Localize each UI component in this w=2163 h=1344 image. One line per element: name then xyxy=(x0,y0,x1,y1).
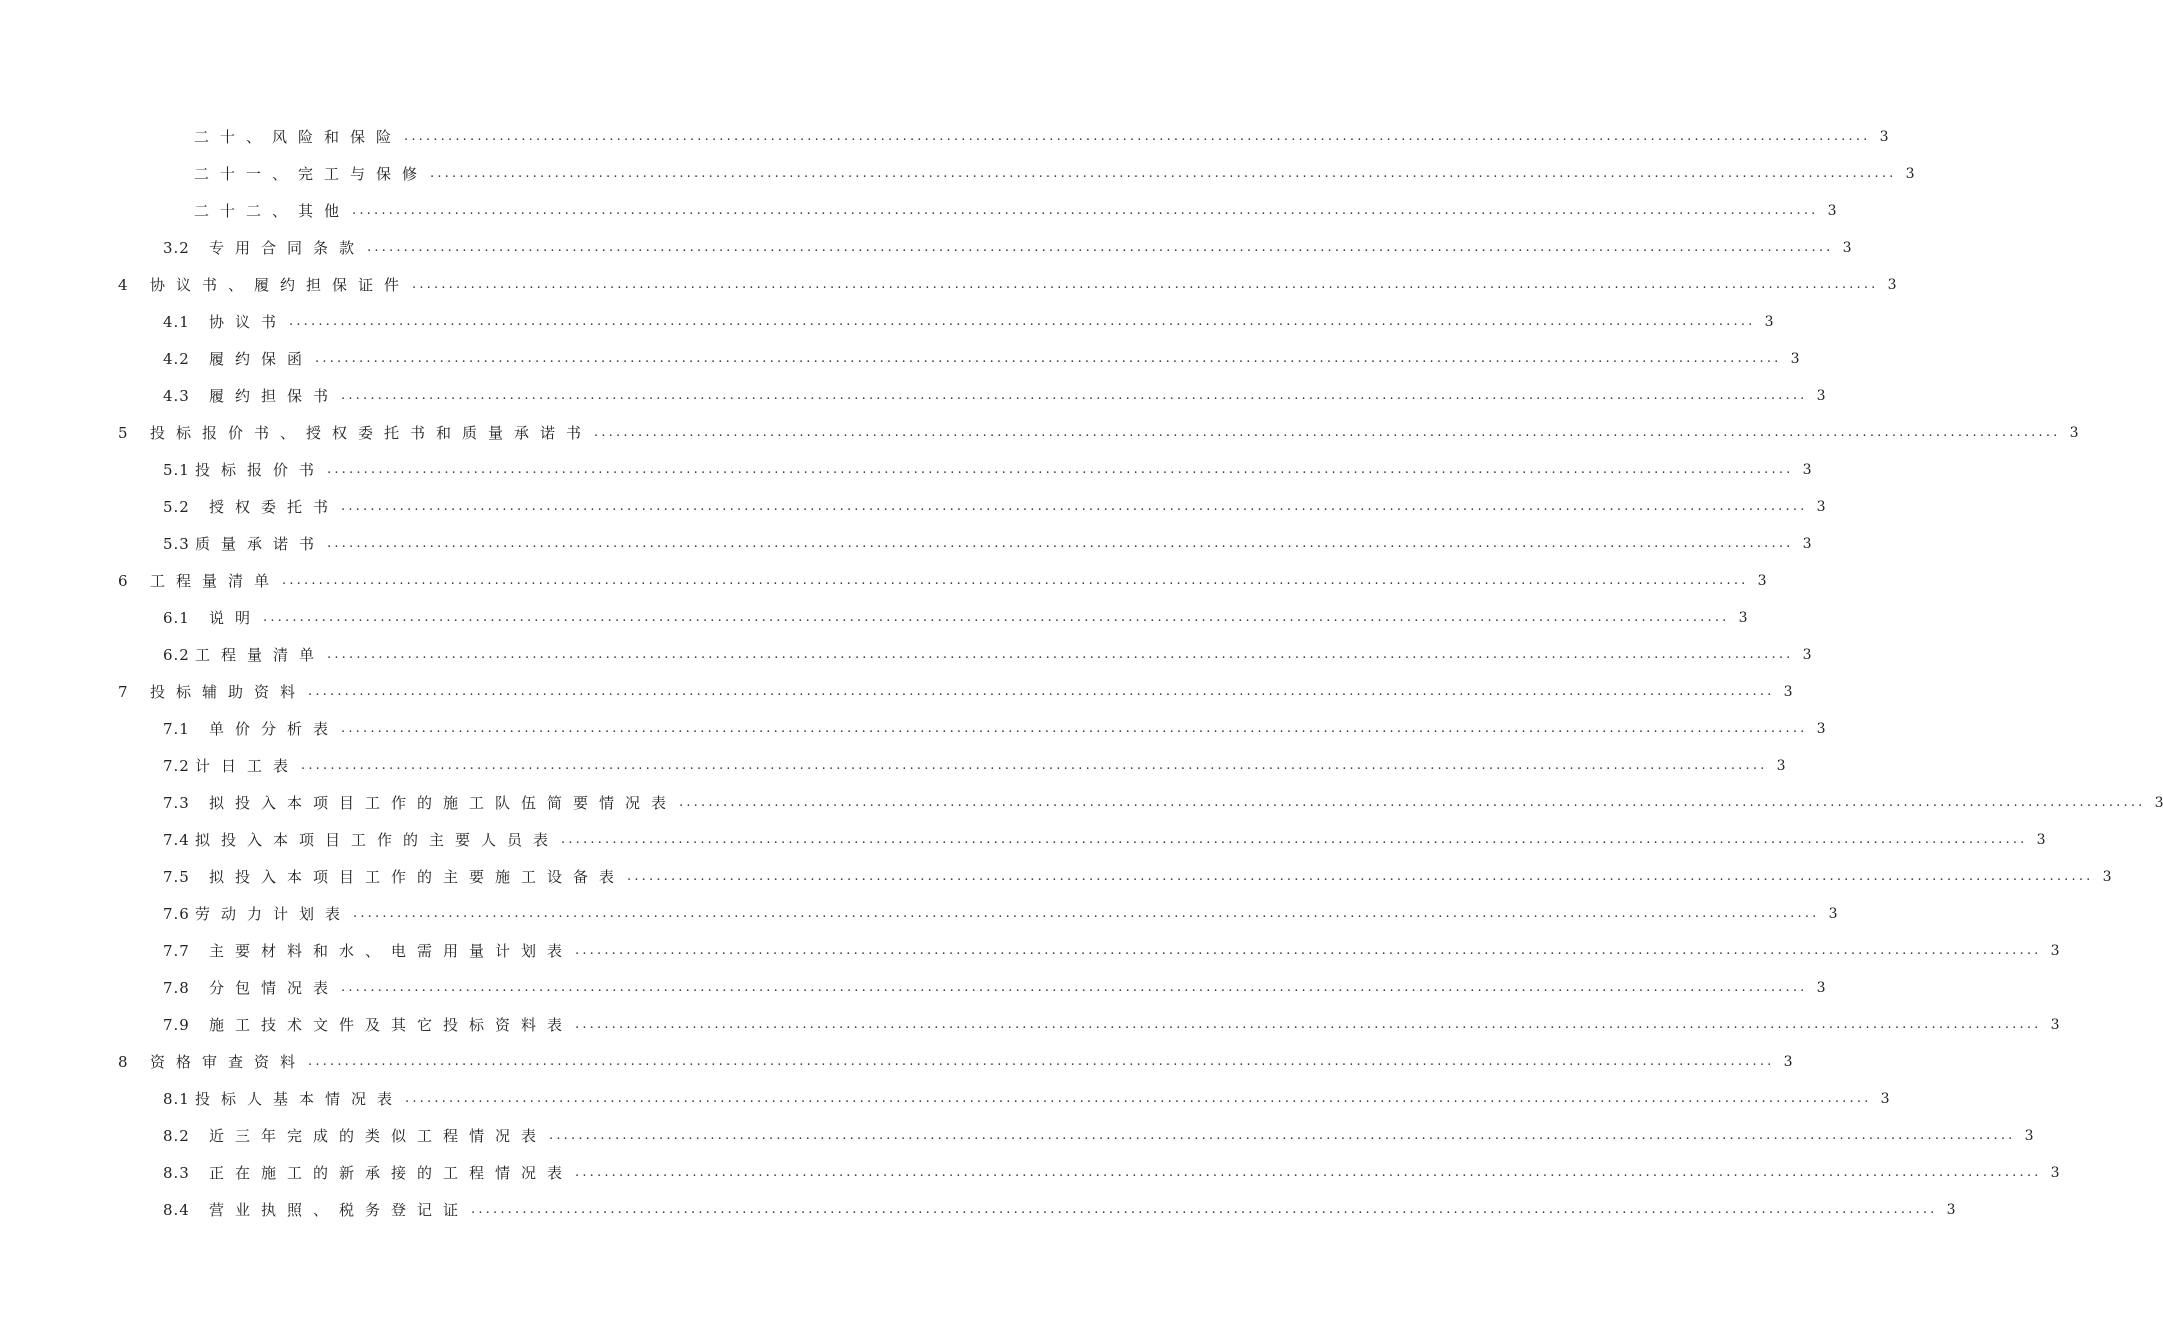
toc-entry-number: 7.7 xyxy=(163,942,190,960)
toc-page-number: 3 xyxy=(1828,905,1838,922)
toc-leader-dots: ........................................................................................................................................................................................................ xyxy=(308,684,1775,699)
toc-entry-number: 7.8 xyxy=(163,979,190,997)
toc-leader-dots: ........................................................................................................................................................................................................ xyxy=(404,129,1871,144)
toc-entry[interactable] xyxy=(0,673,1793,710)
toc-entry-title: 近三年完成的类似工程情况表 xyxy=(209,1127,548,1145)
toc-leader-dots: ........................................................................................................................................................................................................ xyxy=(594,425,2061,440)
toc-entry[interactable] xyxy=(0,562,1767,599)
toc-entry-number: 8.2 xyxy=(163,1127,190,1145)
toc-entry-number: 7.3 xyxy=(163,794,190,812)
toc-entry-label xyxy=(163,792,677,813)
toc-entry-label xyxy=(118,422,592,443)
toc-entry-title: 授权委托书 xyxy=(209,498,340,516)
toc-leader-dots: ........................................................................................................................................................................................................ xyxy=(282,573,1749,588)
toc-entry-title: 履约担保书 xyxy=(209,387,340,405)
toc-leader-dots: ........................................................................................................................................................................................................ xyxy=(353,906,1820,921)
toc-entry[interactable] xyxy=(0,1191,1956,1228)
toc-page-number: 3 xyxy=(1802,461,1812,478)
toc-leader-dots: ........................................................................................................................................................................................................ xyxy=(405,1091,1872,1106)
toc-entry-label xyxy=(163,496,339,517)
toc-leader-dots: ........................................................................................................................................................................................................ xyxy=(341,499,1808,514)
toc-page-number: 3 xyxy=(2069,424,2079,441)
toc-leader-dots: ........................................................................................................................................................................................................ xyxy=(575,1017,2042,1032)
toc-entry-label xyxy=(163,459,325,480)
toc-entry-title: 正在施工的新承接的工程情况表 xyxy=(209,1164,574,1182)
toc-entry-title: 主要材料和水、电需用量计划表 xyxy=(209,942,574,960)
toc-entry-number: 6.2 xyxy=(163,646,190,664)
toc-entry-number: 4.3 xyxy=(163,387,190,405)
toc-entry-title: 单价分析表 xyxy=(209,720,340,738)
toc-page-number: 3 xyxy=(1905,165,1915,182)
toc-leader-dots: ........................................................................................................................................................................................................ xyxy=(315,351,1782,366)
toc-leader-dots: ........................................................................................................................................................................................................ xyxy=(263,610,1730,625)
toc-page-number: 3 xyxy=(1879,128,1889,145)
toc-leader-dots: ........................................................................................................................................................................................................ xyxy=(412,277,1879,292)
toc-entry[interactable] xyxy=(0,155,1915,192)
toc-leader-dots: ........................................................................................................................................................................................................ xyxy=(289,314,1756,329)
toc-entry-label xyxy=(163,385,339,406)
toc-entry-title: 质量承诺书 xyxy=(195,535,326,553)
toc-leader-dots: ........................................................................................................................................................................................................ xyxy=(679,795,2146,810)
toc-entry-label xyxy=(163,1125,547,1146)
toc-leader-dots: ........................................................................................................................................................................................................ xyxy=(301,758,1768,773)
toc-entry[interactable] xyxy=(0,858,2112,895)
toc-entry[interactable] xyxy=(0,932,2060,969)
toc-page-number: 3 xyxy=(1887,276,1897,293)
toc-entry-title: 资格审查资料 xyxy=(150,1053,307,1071)
toc-entry-label xyxy=(163,829,559,850)
toc-entry-title: 二十一、完工与保修 xyxy=(194,165,429,183)
toc-page-number: 3 xyxy=(1802,646,1812,663)
toc-leader-dots: ........................................................................................................................................................................................................ xyxy=(341,388,1808,403)
toc-entry[interactable] xyxy=(0,266,1897,303)
toc-entry-number: 6.1 xyxy=(163,609,190,627)
toc-page-number: 3 xyxy=(1816,498,1826,515)
toc-entry-title: 营业执照、税务登记证 xyxy=(209,1201,470,1219)
toc-entry[interactable] xyxy=(0,784,2163,821)
toc-entry[interactable] xyxy=(0,377,1826,414)
toc-entry[interactable] xyxy=(0,414,2079,451)
toc-leader-dots: ........................................................................................................................................................................................................ xyxy=(327,647,1794,662)
toc-entry-number: 4.1 xyxy=(163,313,190,331)
toc-entry-label xyxy=(163,237,365,258)
toc-entry[interactable] xyxy=(0,1006,2060,1043)
toc-entry-label xyxy=(118,274,410,295)
toc-page-number: 3 xyxy=(2024,1127,2034,1144)
toc-page-number: 3 xyxy=(1790,350,1800,367)
toc-entry-title: 二十、风险和保险 xyxy=(194,128,403,146)
toc-page-number: 3 xyxy=(2050,1164,2060,1181)
toc-entry[interactable] xyxy=(0,303,1774,340)
toc-leader-dots: ........................................................................................................................................................................................................ xyxy=(308,1054,1775,1069)
toc-page-number: 3 xyxy=(1842,239,1852,256)
toc-leader-dots: ........................................................................................................................................................................................................ xyxy=(549,1128,2016,1143)
toc-leader-dots: ........................................................................................................................................................................................................ xyxy=(575,943,2042,958)
toc-page-number: 3 xyxy=(1816,387,1826,404)
toc-entry-label xyxy=(163,718,339,739)
toc-entry[interactable] xyxy=(0,710,1826,747)
toc-entry-title: 投标报价书、授权委托书和质量承诺书 xyxy=(150,424,593,442)
toc-entry-title: 投标辅助资料 xyxy=(150,683,307,701)
toc-page-number: 3 xyxy=(2036,831,2046,848)
toc-entry[interactable] xyxy=(0,821,2046,858)
toc-leader-dots: ........................................................................................................................................................................................................ xyxy=(352,203,1819,218)
toc-entry[interactable] xyxy=(0,747,1786,784)
toc-entry-title: 说明 xyxy=(209,609,262,627)
toc-entry-title: 拟投入本项目工作的施工队伍简要情况表 xyxy=(209,794,678,812)
toc-leader-dots: ........................................................................................................................................................................................................ xyxy=(627,869,2094,884)
toc-page-number: 3 xyxy=(1738,609,1748,626)
toc-entry-label xyxy=(194,126,402,147)
toc-leader-dots: ........................................................................................................................................................................................................ xyxy=(561,832,2028,847)
toc-entry-title: 劳动力计划表 xyxy=(195,905,352,923)
toc-entry-title: 工程量清单 xyxy=(195,646,326,664)
toc-leader-dots: ........................................................................................................................................................................................................ xyxy=(327,462,1794,477)
toc-entry-label xyxy=(163,348,313,369)
toc-entry-label xyxy=(194,200,350,221)
toc-entry-label xyxy=(163,1199,469,1220)
toc-page-number: 3 xyxy=(2102,868,2112,885)
toc-page-number: 3 xyxy=(1783,683,1793,700)
toc-entry-number: 8.1 xyxy=(163,1090,190,1108)
toc-page-number: 3 xyxy=(1776,757,1786,774)
toc-entry-label xyxy=(163,940,573,961)
toc-entry[interactable] xyxy=(0,969,1826,1006)
toc-leader-dots: ........................................................................................................................................................................................................ xyxy=(471,1202,1938,1217)
toc-entry-label xyxy=(163,1088,403,1109)
toc-entry-title: 投标报价书 xyxy=(195,461,326,479)
toc-page-number: 3 xyxy=(1757,572,1767,589)
toc-entry-number: 8 xyxy=(118,1053,129,1071)
toc-leader-dots: ........................................................................................................................................................................................................ xyxy=(367,240,1834,255)
toc-entry-number: 7.4 xyxy=(163,831,190,849)
toc-entry-label xyxy=(163,866,625,887)
toc-leader-dots: ........................................................................................................................................................................................................ xyxy=(575,1165,2042,1180)
toc-entry[interactable] xyxy=(0,192,1837,229)
toc-entry-number: 8.4 xyxy=(163,1201,190,1219)
toc-entry-label xyxy=(163,903,351,924)
toc-entry-title: 拟投入本项目工作的主要人员表 xyxy=(195,831,560,849)
toc-entry-title: 投标人基本情况表 xyxy=(195,1090,404,1108)
toc-entry-label xyxy=(163,1014,573,1035)
toc-page-number: 3 xyxy=(1880,1090,1890,1107)
toc-entry[interactable] xyxy=(0,1080,1890,1117)
toc-entry-number: 5.1 xyxy=(163,461,190,479)
toc-entry-number: 7.9 xyxy=(163,1016,190,1034)
toc-entry[interactable] xyxy=(0,118,1889,155)
toc-page-number: 3 xyxy=(1783,1053,1793,1070)
toc-entry-label xyxy=(118,1051,306,1072)
toc-entry[interactable] xyxy=(0,636,1812,673)
toc-entry[interactable] xyxy=(0,599,1748,636)
toc-entry-label xyxy=(163,644,325,665)
toc-entry[interactable] xyxy=(0,1154,2060,1191)
toc-entry-label xyxy=(163,977,339,998)
toc-entry-title: 施工技术文件及其它投标资料表 xyxy=(209,1016,574,1034)
toc-entry-label xyxy=(163,311,287,332)
toc-page-number: 3 xyxy=(1827,202,1837,219)
toc-entry-number: 7.2 xyxy=(163,757,190,775)
toc-entry-label xyxy=(118,681,306,702)
toc-entry[interactable] xyxy=(0,488,1826,525)
toc-entry-title: 分包情况表 xyxy=(209,979,340,997)
toc-entry[interactable] xyxy=(0,340,1800,377)
toc-entry-title: 专用合同条款 xyxy=(209,239,366,257)
toc-entry[interactable] xyxy=(0,1043,1793,1080)
toc-entry-number: 5.3 xyxy=(163,535,190,553)
toc-entry-number: 7.6 xyxy=(163,905,190,923)
toc-leader-dots: ........................................................................................................................................................................................................ xyxy=(430,166,1897,181)
toc-entry-title: 履约保函 xyxy=(209,350,314,368)
toc-entry[interactable] xyxy=(0,229,1852,266)
toc-leader-dots: ........................................................................................................................................................................................................ xyxy=(341,980,1808,995)
toc-entry-number: 7 xyxy=(118,683,129,701)
toc-entry-number: 5 xyxy=(118,424,129,442)
toc-entry[interactable] xyxy=(0,895,1838,932)
toc-entry[interactable] xyxy=(0,525,1812,562)
toc-entry[interactable] xyxy=(0,1117,2034,1154)
toc-entry-number: 7.5 xyxy=(163,868,190,886)
toc-page-number: 3 xyxy=(1764,313,1774,330)
table-of-contents xyxy=(0,118,2163,1228)
toc-entry-label xyxy=(163,755,299,776)
toc-entry-number: 4 xyxy=(118,276,129,294)
toc-page-number: 3 xyxy=(2050,1016,2060,1033)
toc-page-number: 3 xyxy=(1816,720,1826,737)
toc-entry-title: 协议书 xyxy=(209,313,288,331)
toc-entry-number: 8.3 xyxy=(163,1164,190,1182)
toc-entry-number: 6 xyxy=(118,572,129,590)
toc-entry-number: 7.1 xyxy=(163,720,190,738)
toc-leader-dots: ........................................................................................................................................................................................................ xyxy=(327,536,1794,551)
toc-entry-label xyxy=(163,607,261,628)
toc-page-number: 3 xyxy=(2154,794,2163,811)
toc-entry-label xyxy=(118,570,280,591)
toc-page-number: 3 xyxy=(1816,979,1826,996)
toc-entry[interactable] xyxy=(0,451,1812,488)
toc-entry-label xyxy=(194,163,428,184)
toc-page-number: 3 xyxy=(1946,1201,1956,1218)
toc-entry-number: 3.2 xyxy=(163,239,190,257)
toc-page-number: 3 xyxy=(1802,535,1812,552)
toc-entry-title: 二十二、其他 xyxy=(194,202,351,220)
toc-entry-label xyxy=(163,1162,573,1183)
toc-leader-dots: ........................................................................................................................................................................................................ xyxy=(341,721,1808,736)
toc-entry-title: 协议书、履约担保证件 xyxy=(150,276,411,294)
toc-entry-title: 计日工表 xyxy=(195,757,300,775)
toc-entry-title: 拟投入本项目工作的主要施工设备表 xyxy=(209,868,626,886)
toc-entry-number: 4.2 xyxy=(163,350,190,368)
toc-entry-label xyxy=(163,533,325,554)
toc-entry-title: 工程量清单 xyxy=(150,572,281,590)
toc-page-number: 3 xyxy=(2050,942,2060,959)
toc-entry-number: 5.2 xyxy=(163,498,190,516)
